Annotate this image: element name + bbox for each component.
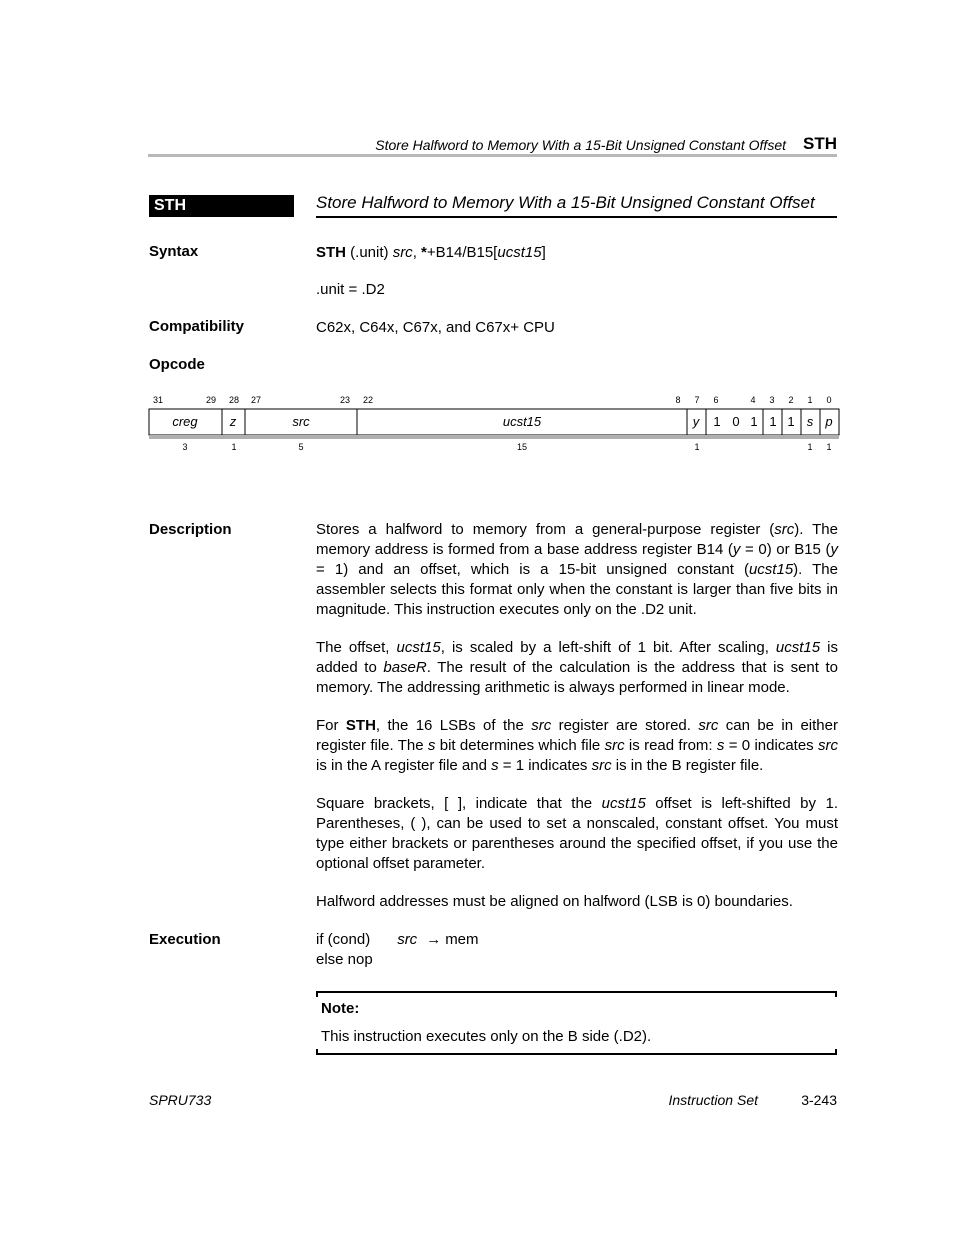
opcode-shadow: [149, 435, 839, 439]
text-run: ). The assembler selects this format only when the constant is larger than five bits in magnitude. This instruction executes only on the .D2 unit.: [316, 561, 838, 618]
field-src: src: [292, 414, 310, 429]
text-run: offset is left-shifted by 1. Parentheses, ( ), can be used to set a nonscaled, constant offset. You must type either brackets or parentheses around the specified offset, if you use the optional offset parameter.: [316, 795, 838, 872]
field-s: s: [806, 414, 814, 429]
footer-section: Instruction Set: [668, 1092, 758, 1108]
field-width: 15: [516, 442, 528, 452]
bit-number: 0: [826, 395, 832, 405]
execution-label: Execution: [149, 931, 221, 948]
text-run: src: [698, 717, 719, 734]
description-paragraph-5: Halfword addresses must be aligned on halfword (LSB is 0) boundaries.: [316, 893, 793, 910]
field-width: 5: [298, 442, 304, 452]
description-label: Description: [149, 521, 232, 538]
note-bottom-rule: [316, 1053, 837, 1055]
text-run: src: [774, 521, 795, 538]
bit-number: 27: [250, 395, 262, 405]
section-title: Store Halfword to Memory With a 15-Bit Unsigned Constant Offset: [316, 193, 815, 212]
bit-number: 7: [694, 395, 700, 405]
syntax-addr: +B14/B15[: [426, 244, 498, 261]
note-title: Note:: [321, 1000, 360, 1017]
text-run: ucst15: [775, 639, 821, 656]
section-tab: STH: [149, 195, 294, 217]
text-run: y: [830, 541, 838, 558]
text-run: ucst15: [748, 561, 794, 578]
syntax-ucst: ucst15: [497, 244, 542, 261]
description-paragraph-4: [316, 794, 838, 874]
text-run: . The result of the calculation is the address that is sent to memory. The addressing arithmetic is always performed in linear mode.: [316, 659, 839, 696]
text-run: ucst15: [396, 639, 441, 656]
text-run: For: [316, 717, 346, 734]
execution-line-1: [316, 930, 838, 950]
syntax-star: *: [421, 244, 427, 261]
footer-doc-id: SPRU733: [149, 1092, 212, 1108]
description-paragraph-1: [316, 520, 838, 620]
note-tick: [835, 1049, 837, 1055]
bit-number: 23: [339, 395, 351, 405]
syntax-label: Syntax: [149, 243, 199, 260]
text-run: = 0 indicates: [724, 737, 818, 754]
note-tick: [316, 1049, 318, 1055]
syntax-mnemonic: STH: [316, 244, 346, 261]
text-run: STH: [345, 717, 376, 734]
bit-number: 3: [769, 395, 775, 405]
text-run: is added to: [316, 639, 838, 676]
field-width: 3: [182, 442, 188, 452]
syntax-unit-line: .unit = .D2: [316, 281, 385, 298]
opcode-diagram: [148, 392, 840, 458]
field-z: z: [229, 414, 237, 429]
description-paragraph-2: [316, 638, 838, 698]
note-tick: [835, 991, 837, 997]
text-run: src: [818, 737, 838, 754]
text-run: s: [491, 757, 499, 774]
bit-number: 22: [362, 395, 374, 405]
text-run: can be in either register file. The: [316, 717, 838, 754]
text-run: = 0) or B15 (: [740, 541, 831, 558]
field-p: p: [825, 414, 833, 429]
syntax-line: [316, 243, 838, 263]
text-run: src: [591, 757, 612, 774]
execution-cond: if (cond): [316, 931, 371, 948]
text-run: , is scaled by a left-shift of 1 bit. After scaling,: [440, 639, 776, 656]
field-creg: creg: [172, 414, 198, 429]
bit-number: 2: [788, 395, 794, 405]
field-bit4: 1: [750, 414, 758, 429]
field-bit5: 0: [732, 414, 740, 429]
text-run: = 1 indicates: [498, 757, 592, 774]
opcode-label: Opcode: [149, 356, 205, 373]
syntax-src: src: [392, 244, 413, 261]
compatibility-label: Compatibility: [149, 318, 245, 335]
text-run: is in the A register file and: [316, 757, 492, 774]
title-rule: [316, 216, 837, 218]
bit-number: 8: [675, 395, 681, 405]
text-run: is read from:: [624, 737, 717, 754]
text-run: src: [531, 717, 552, 734]
header-rule: [148, 154, 837, 157]
note-top-rule: [316, 991, 837, 993]
bit-number: 4: [750, 395, 756, 405]
execution-line-2: else nop: [316, 951, 373, 968]
text-run: Stores a halfword to memory from a general-purpose register (: [316, 521, 775, 538]
field-width: 1: [826, 442, 832, 452]
text-run: baseR: [383, 659, 427, 676]
field-width: 1: [694, 442, 700, 452]
text-run: register are stored.: [551, 717, 699, 734]
field-ucst15: ucst15: [502, 414, 542, 429]
text-run: ). The memory address is formed from a base address register B14 (: [316, 521, 838, 558]
running-header-mnemonic: STH: [803, 134, 837, 153]
field-bit6: 1: [713, 414, 721, 429]
arrow-icon: →: [426, 931, 442, 948]
text-run: , the 16 LSBs of the: [375, 717, 532, 734]
text-run: = 1) and an offset, which is a 15-bit unsigned constant (: [316, 561, 749, 578]
note-text: This instruction executes only on the B side (.D2).: [321, 1028, 652, 1045]
bit-number: 28: [228, 395, 240, 405]
note-tick: [316, 991, 318, 997]
text-run: s: [716, 737, 725, 754]
text-run: Square brackets, [ ], indicate that the: [316, 795, 602, 812]
field-bit2: 1: [787, 414, 795, 429]
text-run: y: [732, 541, 741, 558]
text-run: src: [604, 737, 625, 754]
running-header-title: Store Halfword to Memory With a 15-Bit Unsigned Constant Offset: [375, 137, 786, 153]
syntax-unit: (.unit): [346, 244, 393, 261]
field-width: 1: [231, 442, 237, 452]
execution-dest: mem: [445, 931, 479, 948]
text-run: s: [427, 737, 436, 754]
field-width: 1: [807, 442, 813, 452]
footer-page-number: 3-243: [801, 1092, 837, 1108]
description-paragraph-3: [316, 716, 838, 776]
bit-number: 1: [807, 395, 813, 405]
bit-number: 31: [152, 395, 164, 405]
field-y: y: [692, 414, 700, 429]
compatibility-text: C62x, C64x, C67x, and C67x+ CPU: [316, 319, 555, 336]
field-bit3: 1: [769, 414, 777, 429]
syntax-sep: ,: [412, 244, 422, 261]
bit-number: 6: [713, 395, 719, 405]
execution-src: src: [397, 931, 418, 948]
syntax-close: ]: [541, 244, 546, 261]
text-run: The offset,: [316, 639, 397, 656]
text-run: bit determines which file: [435, 737, 605, 754]
bit-number: 29: [205, 395, 217, 405]
text-run: ucst15: [601, 795, 646, 812]
text-run: is in the B register file.: [611, 757, 764, 774]
